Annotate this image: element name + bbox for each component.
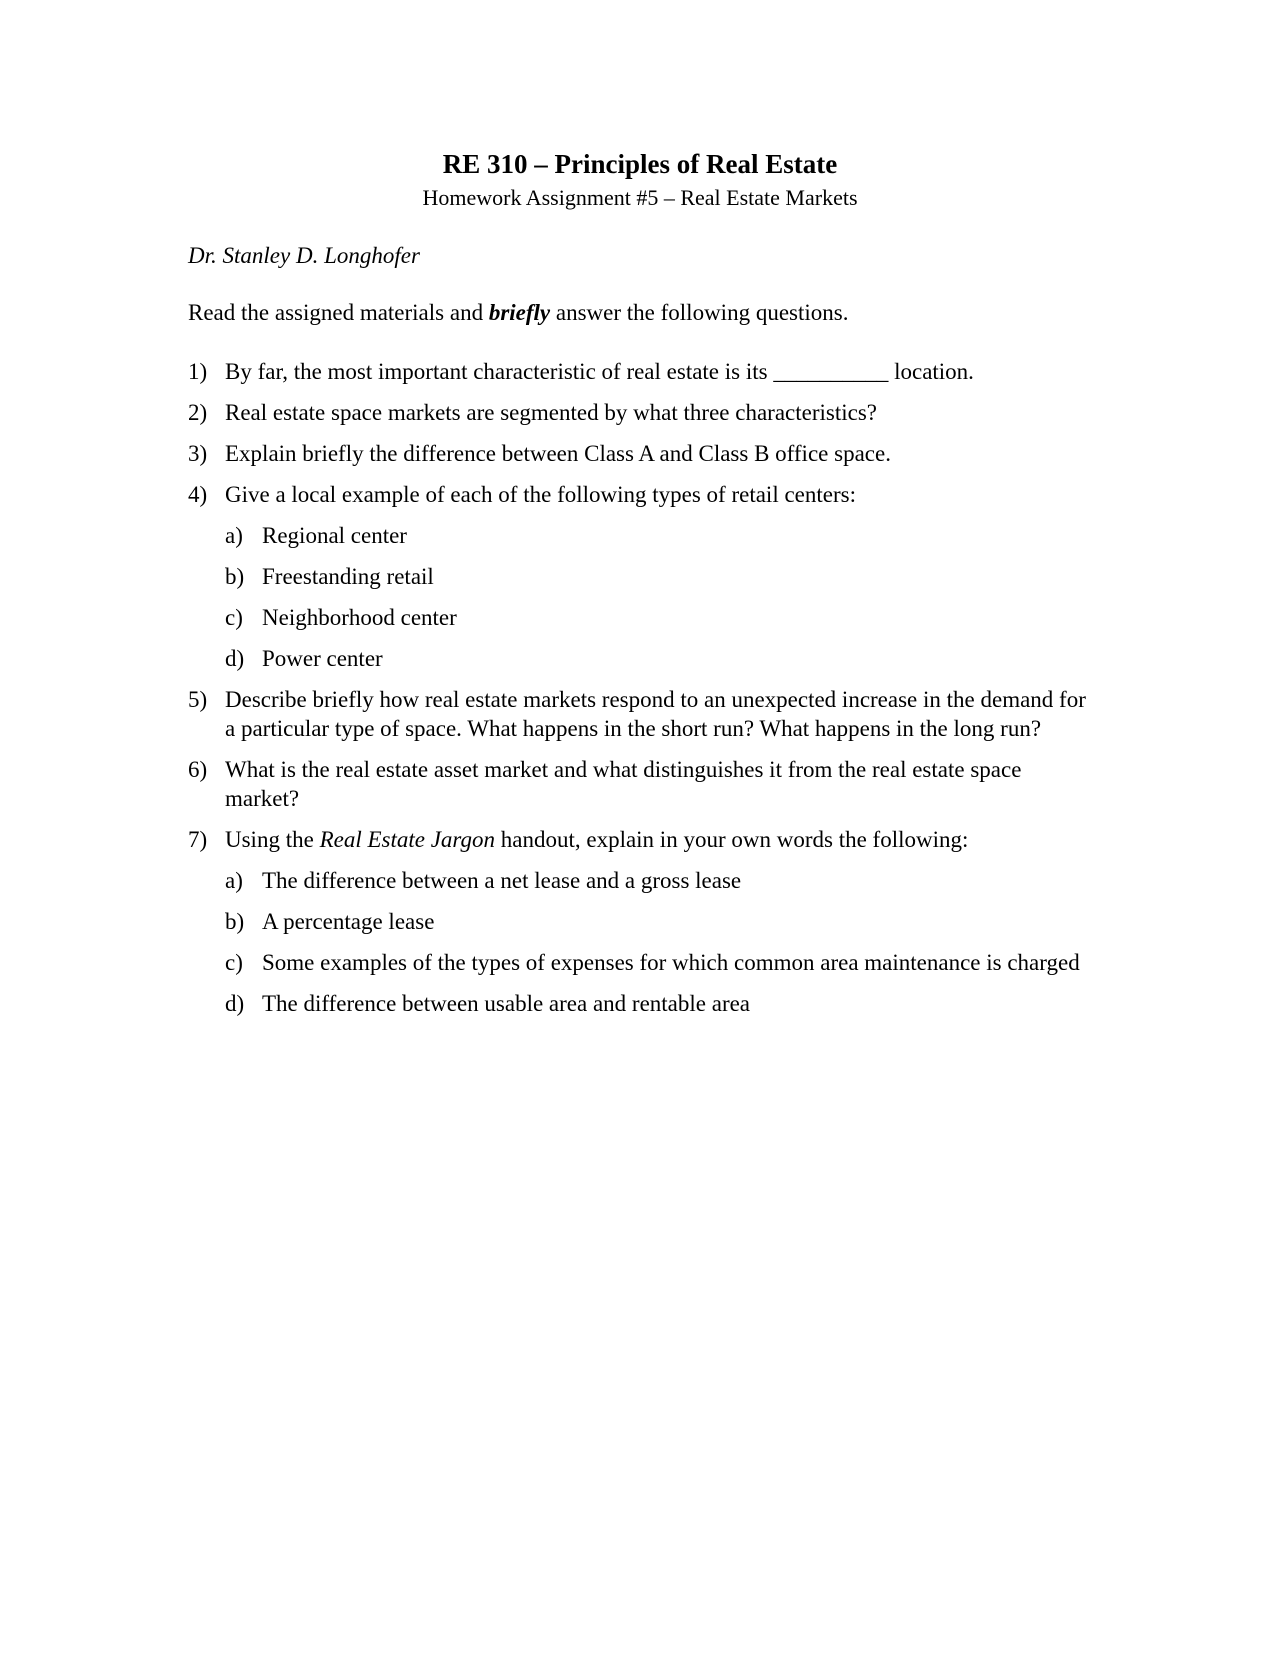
subitem-letter: d) [225,646,245,671]
instructions [188,299,848,327]
author-name: Dr. Stanley D. Longhofer [188,243,420,268]
question-4 [188,480,1088,509]
subitem-text: Some examples of the types of expenses for which common area maintenance is charged [262,950,1080,975]
subitem-text: A percentage lease [262,909,435,934]
subitem-text: The difference between a net lease and a gross lease [262,868,742,893]
question-1 [188,357,1088,386]
question-number: 4) [188,482,208,507]
subitem-letter: b) [225,564,245,589]
question-3 [188,439,1088,468]
subitem-text: Freestanding retail [262,564,434,589]
subitem-4a [225,521,1088,550]
subitem-letter: d) [225,991,245,1016]
subitem-letter: a) [225,868,243,893]
question-2 [188,398,1088,427]
subitem-4c [225,603,1088,632]
question-text: Real estate space markets are segmented by what three characteristics? [225,400,877,425]
question-5 [188,685,1088,743]
subitem-letter: c) [225,950,243,975]
question-text-before: Using the [225,827,320,852]
question-number: 5) [188,687,208,712]
question-list [188,357,1088,1030]
subitem-text: Power center [262,646,383,671]
instructions-before: Read the assigned materials and [188,300,489,325]
subitem-text: Neighborhood center [262,605,457,630]
question-number: 2) [188,400,208,425]
question-text: By far, the most important characteristic of real estate is its __________ location. [225,359,974,384]
question-7-subitems [225,866,1088,1018]
question-text: What is the real estate asset market and what distinguishes it from the real estate space market? [225,757,1022,811]
instructions-emphasis: briefly [488,300,551,325]
question-number: 3) [188,441,208,466]
question-number: 7) [188,827,208,852]
question-text: Explain briefly the difference between Class A and Class B office space. [225,441,891,466]
document-title: RE 310 – Principles of Real Estate [442,149,838,179]
question-number: 6) [188,757,208,782]
subitem-7d [225,989,1088,1018]
subitem-4d [225,644,1088,673]
question-text: Describe briefly how real estate markets respond to an unexpected increase in the demand for a particular type of space. What happens in the short run? What happens in the long run? [225,687,1086,741]
subitem-text: The difference between usable area and rentable area [262,991,751,1016]
question-6 [188,755,1088,813]
handout-title: Real Estate Jargon [319,827,496,852]
question-7 [188,825,1088,854]
subitem-text: Regional center [262,523,407,548]
question-number: 1) [188,359,208,384]
subitem-7b [225,907,1088,936]
subitem-letter: c) [225,605,243,630]
subitem-7c [225,948,1088,977]
subitem-4b [225,562,1088,591]
subitem-letter: a) [225,523,243,548]
question-text: Give a local example of each of the following types of retail centers: [225,482,856,507]
instructions-after: answer the following questions. [550,300,849,325]
question-4-subitems [225,521,1088,673]
document-subtitle: Homework Assignment #5 – Real Estate Markets [422,185,858,210]
subitem-letter: b) [225,909,245,934]
question-text-after: handout, explain in your own words the following: [495,827,969,852]
subitem-7a [225,866,1088,895]
